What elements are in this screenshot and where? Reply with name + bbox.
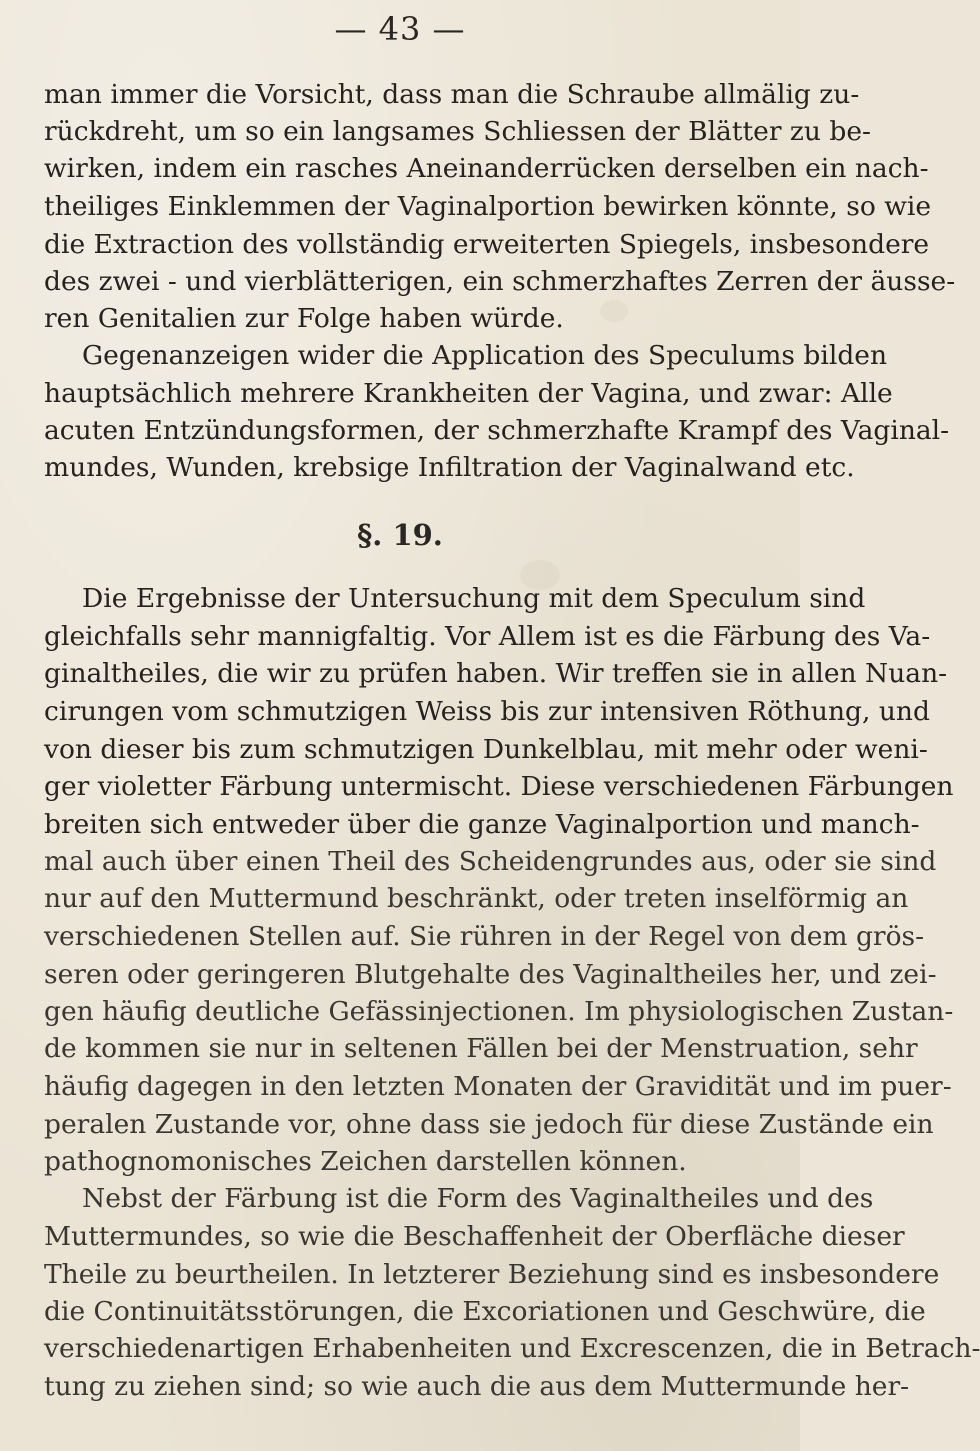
text-line: die Continuitätsstörungen, die Excoriationen und Geschwüre, die <box>44 1296 926 1327</box>
text-line: Muttermundes, so wie die Beschaffenheit der Oberfläche dieser <box>44 1221 905 1252</box>
text-line: mundes, Wunden, krebsige Infiltration der Vaginalwand etc. <box>44 452 855 483</box>
text-line: tung zu ziehen sind; so wie auch die aus dem Muttermunde her- <box>44 1371 910 1402</box>
text-line: mal auch über einen Theil des Scheidengrundes aus, oder sie sind <box>44 846 937 877</box>
text-line: die Extraction des vollständig erweiterten Spiegels, insbesondere <box>44 229 930 260</box>
text-line: verschiedenartigen Erhabenheiten und Excrescenzen, die in Betrach- <box>44 1333 980 1364</box>
text-line: wirken, indem ein rasches Aneinanderrücken derselben ein nach- <box>44 153 929 184</box>
text-line: breiten sich entweder über die ganze Vaginalportion und manch- <box>44 809 920 840</box>
text-line: ren Genitalien zur Folge haben würde. <box>44 303 564 334</box>
text-line: nur auf den Muttermund beschränkt, oder treten inselförmig an <box>44 883 909 914</box>
section-heading: §. 19. <box>357 518 443 552</box>
text-line: Die Ergebnisse der Untersuchung mit dem Speculum sind <box>82 583 866 614</box>
text-line: rückdreht, um so ein langsames Schliessen der Blätter zu be- <box>44 116 871 147</box>
text-line: des zwei - und vierblätterigen, ein schmerzhaftes Zerren der äusse- <box>44 266 956 297</box>
page-number: — 43 — <box>334 10 466 48</box>
text-line: ger violetter Färbung untermischt. Diese verschiedenen Färbungen <box>44 771 954 802</box>
text-line: häufig dagegen in den letzten Monaten der Gravidität und im puer- <box>44 1071 952 1102</box>
text-line: ginaltheiles, die wir zu prüfen haben. Wir treffen sie in allen Nuan- <box>44 658 948 689</box>
text-line: de kommen sie nur in seltenen Fällen bei der Menstruation, sehr <box>44 1033 918 1064</box>
text-line: peralen Zustande vor, ohne dass sie jedoch für diese Zustände ein <box>44 1109 934 1140</box>
text-line: Nebst der Färbung ist die Form des Vaginaltheiles und des <box>82 1183 874 1214</box>
text-line: Gegenanzeigen wider die Application des Speculums bilden <box>82 340 888 371</box>
text-line: Theile zu beurtheilen. In letzterer Beziehung sind es insbesondere <box>44 1259 940 1290</box>
text-line: von dieser bis zum schmutzigen Dunkelblau, mit mehr oder weni- <box>44 734 928 765</box>
text-line: pathognomonisches Zeichen darstellen können. <box>44 1146 687 1177</box>
text-line: seren oder geringeren Blutgehalte des Vaginaltheiles her, und zei- <box>44 959 937 990</box>
text-line: acuten Entzündungsformen, der schmerzhafte Krampf des Vaginal- <box>44 415 950 446</box>
text-line: gen häufig deutliche Gefässinjectionen. Im physiologischen Zustan- <box>44 996 954 1027</box>
text-line: theiliges Einklemmen der Vaginalportion bewirken könnte, so wie <box>44 191 932 222</box>
text-line: cirungen vom schmutzigen Weiss bis zur intensiven Röthung, und <box>44 696 930 727</box>
text-line: verschiedenen Stellen auf. Sie rühren in der Regel von dem grös- <box>44 921 925 952</box>
text-line: hauptsächlich mehrere Krankheiten der Vagina, und zwar: Alle <box>44 378 893 409</box>
text-line: man immer die Vorsicht, dass man die Schraube allmälig zu- <box>44 79 860 110</box>
text-line: gleichfalls sehr mannigfaltig. Vor Allem ist es die Färbung des Va- <box>44 621 931 652</box>
